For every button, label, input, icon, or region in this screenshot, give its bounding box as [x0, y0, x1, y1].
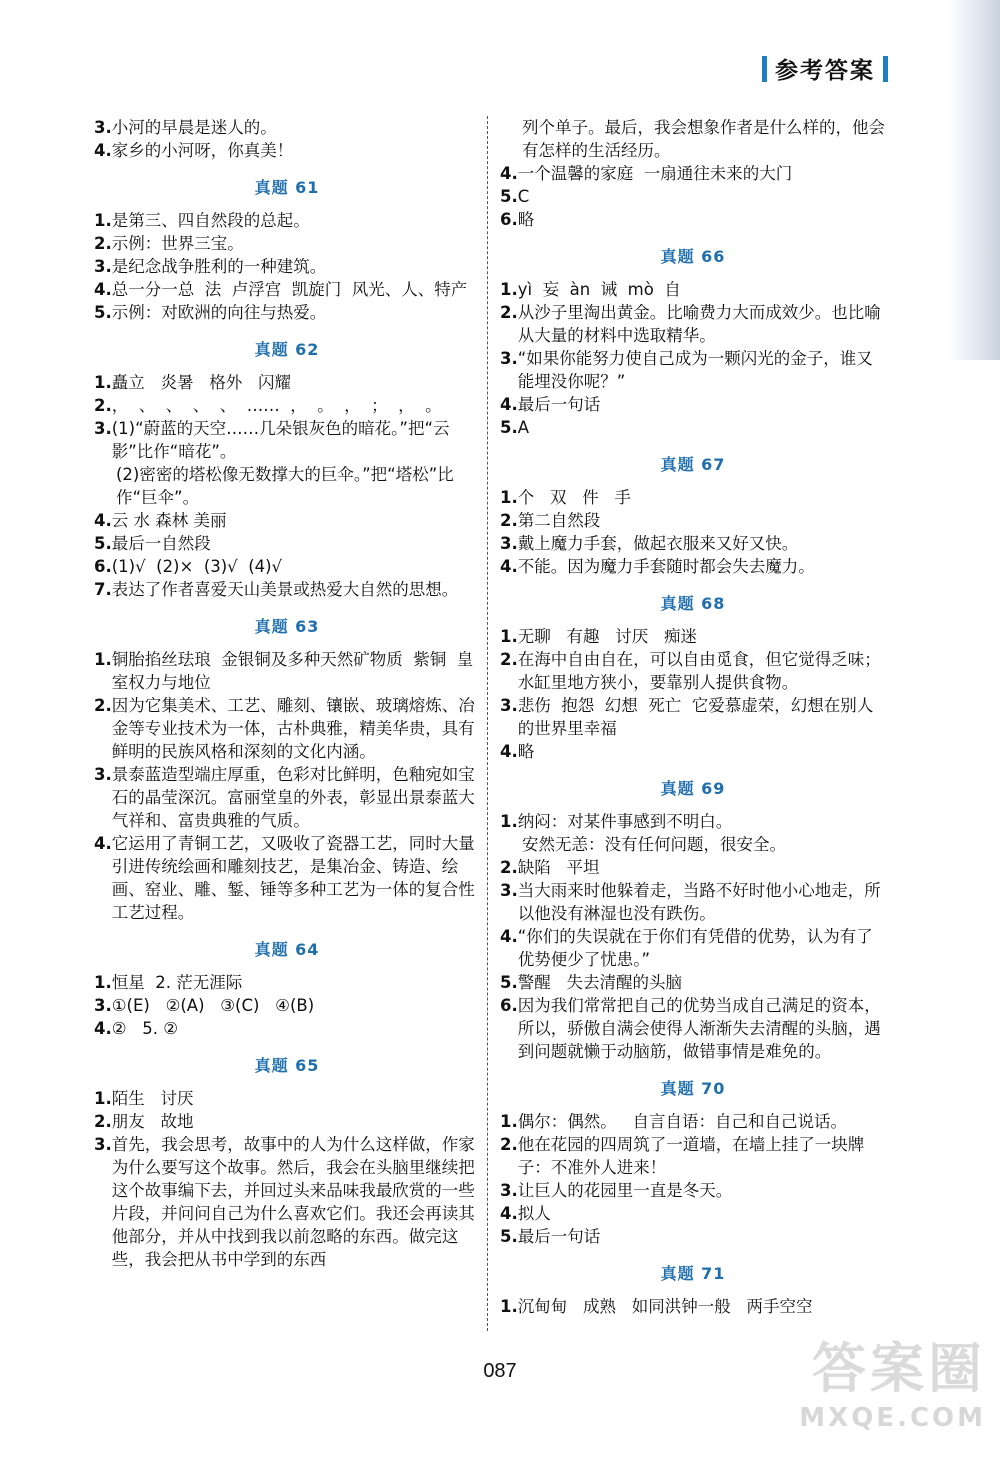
answer-text: 纳闷：对某件事感到不明白。	[517, 812, 733, 831]
section-title: 真题 62	[254, 340, 320, 359]
answer-number: 4.	[94, 141, 112, 160]
answer-number: 5.	[500, 418, 518, 437]
answer-text: 偶尔：偶然。 自言自语：自己和自己说话。	[517, 1112, 847, 1131]
answer-number: 2.	[94, 396, 112, 415]
answer-text: 警醒 失去清醒的头脑	[517, 973, 682, 992]
answer-number: 1.	[500, 1297, 518, 1316]
answer-number: 3.	[500, 534, 518, 553]
answer-text: 景泰蓝造型端庄厚重，色彩对比鲜明，色釉宛如宝石的晶莹深沉。富丽堂皇的外表，彰显出景泰蓝大气祥和、富贵典雅的气质。	[111, 765, 475, 830]
answer-item	[500, 278, 886, 301]
page-edge-shadow	[948, 0, 1000, 360]
answer-text: 悲伤 抱怨 幻想 死亡 它爱慕虚荣，幻想在别人的世界里幸福	[517, 696, 874, 738]
answer-number: 3.	[500, 696, 518, 715]
header-title: 参考答案	[775, 58, 875, 84]
answer-number: 3.	[94, 765, 112, 784]
watermark-logo: 答案圈	[812, 1337, 986, 1400]
answer-item	[94, 532, 480, 555]
answer-item	[500, 1133, 886, 1179]
answer-number: 3.	[94, 1135, 112, 1154]
answer-item	[500, 856, 886, 879]
answer-text: C	[517, 187, 530, 206]
answer-number: 4.	[94, 280, 112, 299]
answer-number: 2.	[94, 696, 112, 715]
answer-number: 4.	[94, 1019, 112, 1038]
answer-text: 一个温馨的家庭 一扇通往未来的大门	[517, 164, 793, 183]
answer-text: 朋友 故地	[111, 1112, 194, 1131]
answer-text: 家乡的小河呀，你真美！	[111, 141, 294, 160]
answer-continuation: 列个单子。最后，我会想象作者是什么样的，他会有怎样的生活经历。	[522, 118, 885, 160]
answer-text: 在海中自由自在，可以自由觅食，但它觉得乏味；水缸里地方狭小，要靠别人提供食物。	[517, 650, 881, 692]
answer-text: (1)√ (2)× (3)√ (4)√	[111, 557, 283, 576]
answer-text: 从沙子里淘出黄金。比喻费力大而成效少。也比喻从大量的材料中选取精华。	[517, 303, 881, 345]
answer-number: 4.	[500, 742, 518, 761]
answer-number: 2.	[94, 1112, 112, 1131]
section-title: 真题 69	[660, 779, 726, 798]
answer-number: 3.	[500, 349, 518, 368]
answer-text: 因为我们常常把自己的优势当成自己满足的资本，所以，骄傲自满会使得人渐渐失去清醒的头脑，遇到问题就懒于动脑筋，做错事情是难免的。	[517, 996, 881, 1061]
section-title: 真题 61	[254, 178, 320, 197]
answer-number: 2.	[500, 1135, 518, 1154]
answer-text: 拟人	[517, 1204, 551, 1223]
answer-text: 无聊 有趣 讨厌 痴迷	[517, 627, 697, 646]
answer-number: 3.	[500, 881, 518, 900]
answer-item	[500, 1225, 886, 1248]
answer-item	[94, 763, 480, 832]
answer-number: 2.	[500, 511, 518, 530]
watermark	[799, 1326, 986, 1433]
answer-item	[500, 208, 886, 231]
answer-text: ② 5. ②	[111, 1019, 179, 1038]
answer-text: 它运用了青铜工艺，又吸收了瓷器工艺，同时大量引进传统绘画和雕刻技艺，是集冶金、铸造、绘画、窑业、雕、錾、锤等多种工艺为一体的复合性工艺过程。	[111, 834, 475, 922]
answer-item	[94, 1017, 480, 1040]
answer-text: 第二自然段	[517, 511, 601, 530]
answer-number: 1.	[500, 627, 518, 646]
answer-text: 他在花园的四周筑了一道墙，在墙上挂了一块牌子：不准外人进来！	[517, 1135, 865, 1177]
answer-text: “如果你能努力使自己成为一颗闪光的金子，谁又能埋没你呢？”	[517, 349, 873, 391]
answer-text: 小河的早晨是迷人的。	[111, 118, 277, 137]
answer-number: 4.	[500, 1204, 518, 1223]
column-divider	[487, 116, 488, 1331]
answer-number: 1.	[500, 488, 518, 507]
answer-number: 3.	[94, 257, 112, 276]
answer-text: 是纪念战争胜利的一种建筑。	[111, 257, 327, 276]
answer-number: 3.	[94, 118, 112, 137]
answer-text: 当大雨来时他躲着走，当路不好时他小心地走，所以他没有淋湿也没有跌伤。	[517, 881, 881, 923]
answer-item	[500, 694, 886, 740]
answer-text: 矗立 炎暑 格外 闪耀	[111, 373, 291, 392]
answer-item	[94, 1133, 480, 1271]
answer-text: 最后一自然段	[111, 534, 211, 553]
answer-text: 个 双 件 手	[517, 488, 631, 507]
answer-item	[94, 139, 480, 162]
answer-number: 4.	[94, 511, 112, 530]
answer-item	[500, 393, 886, 416]
answer-item	[94, 1110, 480, 1133]
answer-item	[500, 162, 886, 185]
section-title: 真题 71	[660, 1264, 726, 1283]
answer-item	[500, 301, 886, 347]
answer-number: 5.	[500, 187, 518, 206]
answer-text: 表达了作者喜爱天山美景或热爱大自然的思想。	[111, 580, 459, 599]
answer-number: 4.	[500, 927, 518, 946]
answer-item	[94, 994, 480, 1017]
answer-text: “你们的失误就在于你们有凭借的优势，认为有了优势便少了忧患。”	[517, 927, 873, 969]
answer-item	[94, 394, 480, 417]
answer-number: 1.	[500, 812, 518, 831]
answer-number: 1.	[500, 1112, 518, 1131]
answer-text: ， 、 、 、 、 …… ， 。 ， ； ， 。	[111, 396, 442, 415]
answer-item	[94, 1087, 480, 1110]
section-title: 真题 65	[254, 1056, 320, 1075]
answer-item	[94, 648, 480, 694]
answer-text: 恒星 2. 茫无涯际	[111, 973, 243, 992]
answer-item	[500, 971, 886, 994]
answer-number: 2.	[500, 650, 518, 669]
answer-item	[500, 994, 886, 1063]
answer-text: 缺陷 平坦	[517, 858, 600, 877]
answer-item	[94, 555, 480, 578]
answer-item	[94, 832, 480, 924]
answer-text: 示例：对欧洲的向往与热爱。	[111, 303, 327, 322]
header-bar-right	[883, 56, 888, 82]
answer-number: 2.	[500, 303, 518, 322]
page-number: 087	[483, 1360, 517, 1382]
answer-text: A	[517, 418, 530, 437]
answer-item	[94, 278, 480, 301]
answer-text: ①(E) ②(A) ③(C) ④(B)	[111, 996, 315, 1015]
answer-number: 3.	[94, 996, 112, 1015]
watermark-url: MXQE.COM	[799, 1403, 986, 1433]
answer-continuation: (2)密密的塔松像无数撑大的巨伞。”把“塔松”比作“巨伞”。	[116, 465, 454, 507]
answer-item	[94, 232, 480, 255]
answer-text: 云 水 森林 美丽	[111, 511, 227, 530]
answer-number: 3.	[94, 419, 112, 438]
answer-text: 略	[517, 742, 535, 761]
answer-number: 6.	[94, 557, 112, 576]
answer-number: 1.	[94, 211, 112, 230]
answer-item	[500, 810, 886, 833]
answer-number: 1.	[94, 650, 112, 669]
answer-text: 略	[517, 210, 535, 229]
answer-number: 2.	[94, 234, 112, 253]
answer-item	[94, 971, 480, 994]
answer-item	[94, 509, 480, 532]
answer-text: 因为它集美术、工艺、雕刻、镶嵌、玻璃熔炼、冶金等专业技术为一体，古朴典雅，精美华贵，具有鲜明的民族风格和深刻的文化内涵。	[111, 696, 475, 761]
answer-item	[500, 185, 886, 208]
answer-number: 7.	[94, 580, 112, 599]
answer-item	[94, 578, 480, 601]
answer-text: 是第三、四自然段的总起。	[111, 211, 310, 230]
answer-item	[500, 416, 886, 439]
answer-item	[500, 532, 886, 555]
answer-item	[500, 1179, 886, 1202]
answer-number: 5.	[94, 303, 112, 322]
answer-number: 1.	[500, 280, 518, 299]
answer-continuation: 安然无恙：没有任何问题，很安全。	[522, 835, 786, 854]
answer-text: 让巨人的花园里一直是冬天。	[517, 1181, 733, 1200]
answer-number: 4.	[500, 395, 518, 414]
answer-item	[94, 209, 480, 232]
answer-item	[500, 509, 886, 532]
section-title: 真题 66	[660, 247, 726, 266]
answer-number: 4.	[94, 834, 112, 853]
answer-number: 6.	[500, 996, 518, 1015]
answer-text: 最后一句话	[517, 395, 601, 414]
answer-item	[500, 1202, 886, 1225]
answer-item	[94, 255, 480, 278]
answer-item	[94, 417, 480, 463]
answer-text: 最后一句话	[517, 1227, 601, 1246]
section-title: 真题 64	[254, 940, 320, 959]
page-header	[762, 52, 888, 85]
answer-number: 5.	[94, 534, 112, 553]
answer-text: 示例：世界三宝。	[111, 234, 244, 253]
answer-item	[94, 116, 480, 139]
answer-item	[94, 371, 480, 394]
answer-number: 2.	[500, 858, 518, 877]
answer-text: 总一分一总 法 卢浮宫 凯旋门 风光、人、特产	[111, 280, 468, 299]
answer-text: yì 妄 àn 诫 mò 自	[517, 280, 681, 299]
answer-item	[500, 1295, 886, 1318]
answer-number: 1.	[94, 1089, 112, 1108]
answer-text: 不能。因为魔力手套随时都会失去魔力。	[517, 557, 815, 576]
section-title: 真题 63	[254, 617, 320, 636]
answer-text: 戴上魔力手套，做起衣服来又好又快。	[517, 534, 799, 553]
answer-number: 1.	[94, 373, 112, 392]
answer-number: 4.	[500, 557, 518, 576]
answer-item	[500, 347, 886, 393]
answer-number: 6.	[500, 210, 518, 229]
left-column	[94, 116, 480, 1271]
answer-number: 1.	[94, 973, 112, 992]
section-title: 真题 70	[660, 1079, 726, 1098]
answer-text: 沉甸甸 成熟 如同洪钟一般 两手空空	[517, 1297, 813, 1316]
answer-item	[94, 694, 480, 763]
answer-number: 3.	[500, 1181, 518, 1200]
answer-item	[500, 486, 886, 509]
answer-item	[500, 555, 886, 578]
answer-text: (1)“蔚蓝的天空……几朵银灰色的暗花。”把“云影”比作“暗花”。	[111, 419, 450, 461]
answer-item	[500, 879, 886, 925]
header-bar-left	[762, 56, 767, 82]
answer-item	[500, 625, 886, 648]
answer-item	[500, 925, 886, 971]
answer-number: 4.	[500, 164, 518, 183]
answer-item	[500, 1110, 886, 1133]
section-title: 真题 67	[660, 455, 726, 474]
answer-item	[500, 740, 886, 763]
section-title: 真题 68	[660, 594, 726, 613]
answer-text: 铜胎掐丝珐琅 金银铜及多种天然矿物质 紫铜 皇室权力与地位	[111, 650, 474, 692]
answer-text: 陌生 讨厌	[111, 1089, 194, 1108]
answer-item	[94, 301, 480, 324]
answer-number: 5.	[500, 1227, 518, 1246]
right-column	[500, 116, 886, 1318]
answer-text: 首先，我会思考，故事中的人为什么这样做，作家为什么要写这个故事。然后，我会在头脑里继续把这个故事编下去，并回过头来品味我最欣赏的一些片段，并问问自己为什么喜欢它们。我还会再读其他部分，并从中找到我以前忽略的东西。做完这些，我会把从书中学到的东西	[111, 1135, 475, 1269]
answer-item	[500, 648, 886, 694]
answer-number: 5.	[500, 973, 518, 992]
